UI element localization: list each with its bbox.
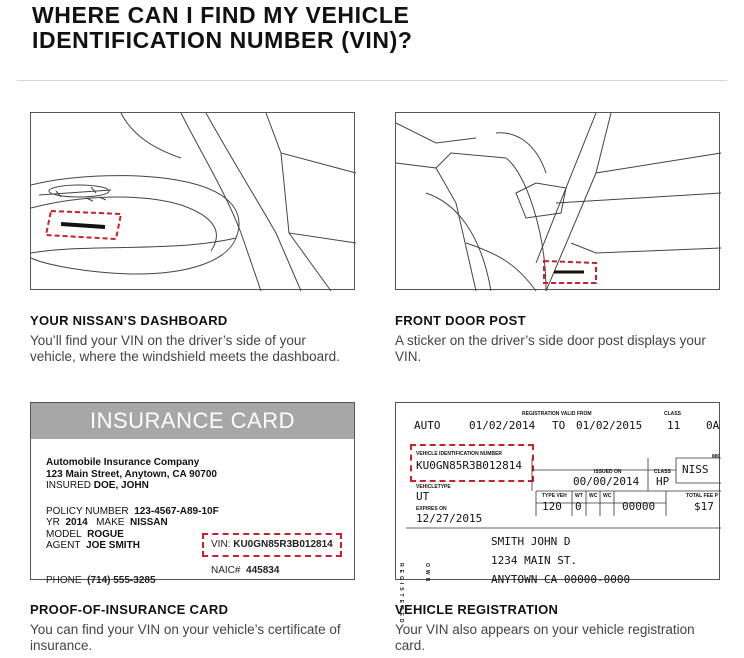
company-name: Automobile Insurance Company [46,457,200,468]
total-fee-value: $17 [694,500,714,513]
card-description: Your VIN also appears on your vehicle registration card. [395,622,695,653]
policy-value: 123-4567-A89-10F [134,505,219,517]
issued-label: ISSUED ON [594,469,622,475]
class2-label: CLASS [654,469,671,475]
card-heading: FRONT DOOR POST [395,313,526,328]
divider [17,80,727,81]
vehicle-type-value: UT [416,490,430,503]
page-title: WHERE CAN I FIND MY VEHICLE IDENTIFICATION NUMBER (VIN)? [32,2,413,53]
valid-from-label: REGISTRATION VALID FROM [522,411,592,417]
model-value: ROGUE [87,528,124,540]
card-description: A sticker on the driver’s side door post displays your VIN. [395,333,706,364]
card-heading: YOUR NISSAN’S DASHBOARD [30,313,228,328]
yr-label: YR [46,517,60,528]
door-post-illustration [395,112,720,290]
phone-number [46,575,156,586]
col-wc2-label: WC [603,493,612,499]
owner-label: OWN [424,563,430,585]
policy-label: POLICY NUMBER [46,505,129,517]
vin-value: KU0GN85R3B012814 [416,459,522,472]
insurance-card-illustration [30,402,355,586]
owner-city: ANYTOWN CA 00000-0000 [491,573,631,586]
registered-label: REGISTERED [398,563,404,626]
class2-value: HP [656,475,670,488]
class-value: 11 [667,419,681,432]
col-wc1-label: WC [589,493,598,499]
make-value: NISS [682,463,709,476]
col-wt-value: 0 [575,500,582,513]
class-cut-value: 0A [706,419,720,432]
agent-value: JOE SMITH [86,540,140,551]
col-wt-label: WT [575,493,583,499]
card-description: You’ll find your VIN on the driver’s side of your vehicle, where the windshield meets the dashboard. [30,333,340,364]
vin-label: VEHICLE IDENTIFICATION NUMBER [416,451,503,457]
mk-label: MK [712,454,720,460]
vehicle-type-label: VEHICLETYPE [416,484,451,490]
expires-label: EXPIRES ON [416,506,447,512]
class-label: CLASS [664,411,681,417]
make-label: MAKE [96,517,125,528]
owner-address: 1234 MAIN ST. [491,554,578,567]
agent-label: AGENT [46,540,81,551]
col-code-value: 00000 [622,500,656,513]
insured-label: INSURED [46,480,92,491]
to-date: 01/02/2015 [576,419,643,432]
phone-label: PHONE [46,575,82,586]
card-description: You can find your VIN on your vehicle’s certificate of insurance. [30,622,341,653]
company-address: 123 Main Street, Anytown, CA 90700 [46,468,217,480]
naic-value: 445834 [246,565,280,576]
model-label: MODEL [46,528,82,540]
auto-value: AUTO [414,419,441,432]
vin-label: VIN: [211,539,231,550]
to-word: TO [552,419,566,432]
from-date: 01/02/2014 [469,419,536,432]
phone-value: (714) 555-3285 [87,575,156,586]
insurance-details [46,457,219,552]
insured-value: DOE, JOHN [93,480,149,491]
dashboard-illustration [30,112,355,290]
make-value: NISSAN [129,517,168,528]
owner-name: SMITH JOHN D [491,535,571,548]
insurance-card-header: INSURANCE CARD [31,403,354,439]
vin-value: KU0GN85R3B012814 [233,539,333,550]
naic-number [211,565,279,576]
col-type-value: 120 [542,500,562,513]
yr-value: 2014 [65,517,88,528]
card-heading: PROOF-OF-INSURANCE CARD [30,602,229,617]
insurance-vin-highlight [202,533,342,557]
total-fee-label: TOTAL FEE P [686,493,718,499]
expires-value: 12/27/2015 [416,512,483,525]
issued-value: 00/00/2014 [573,475,640,488]
card-heading: VEHICLE REGISTRATION [395,602,559,617]
naic-label: NAIC# [211,565,241,576]
col-type-label: TYPE VEH [542,493,567,499]
